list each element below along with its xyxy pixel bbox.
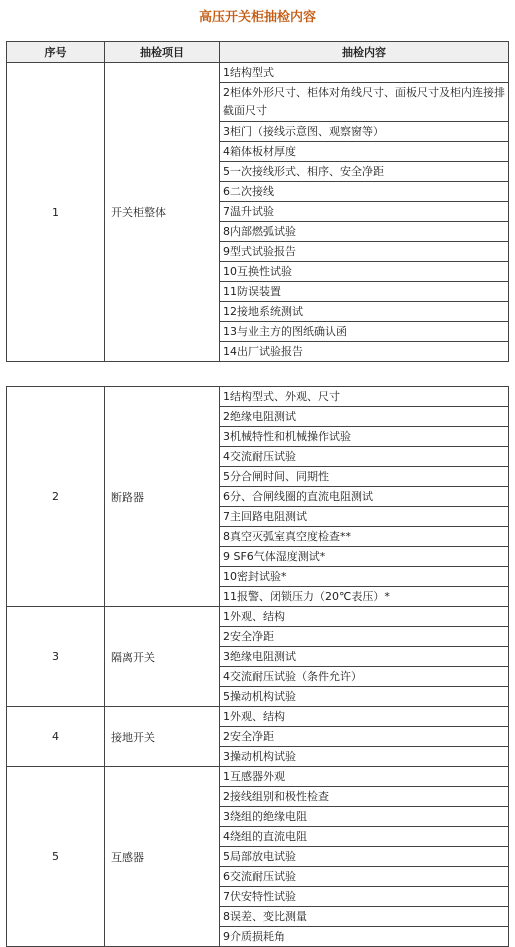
section-number: 4 [7, 707, 105, 767]
section-name: 断路器 [105, 387, 220, 607]
inspection-item: 12接地系统测试 [220, 302, 509, 322]
inspection-item: 5操动机构试验 [220, 687, 509, 707]
inspection-item: 4交流耐压试验（条件允许） [220, 667, 509, 687]
inspection-item: 1外观、结构 [220, 607, 509, 627]
inspection-item: 3绝缘电阻测试 [220, 647, 509, 667]
section-number: 2 [7, 387, 105, 607]
inspection-item: 3柜门（接线示意图、观察窗等） [220, 122, 509, 142]
inspection-item: 6交流耐压试验 [220, 867, 509, 887]
inspection-item: 9型式试验报告 [220, 242, 509, 262]
inspection-item: 2安全净距 [220, 727, 509, 747]
section-number: 3 [7, 607, 105, 707]
inspection-item: 6分、合闸线圈的直流电阻测试 [220, 487, 509, 507]
page-title: 高压开关柜抽检内容 [198, 10, 316, 25]
inspection-item: 3操动机构试验 [220, 747, 509, 767]
table-row [7, 607, 509, 627]
inspection-item: 8内部燃弧试验 [220, 222, 509, 242]
inspection-item: 11报警、闭锁压力（20℃表压）* [220, 587, 509, 607]
inspection-item: 9介质损耗角 [220, 927, 509, 947]
inspection-item: 2绝缘电阻测试 [220, 407, 509, 427]
inspection-item: 11防误装置 [220, 282, 509, 302]
header-content: 抽检内容 [220, 42, 509, 63]
section-number: 5 [7, 767, 105, 947]
header-item: 抽检项目 [105, 42, 220, 63]
section-name: 接地开关 [105, 707, 220, 767]
section-number: 1 [7, 63, 105, 362]
inspection-item: 14出厂试验报告 [220, 342, 509, 362]
table-row [7, 767, 509, 787]
inspection-item: 13与业主方的图纸确认函 [220, 322, 509, 342]
inspection-item: 1互感器外观 [220, 767, 509, 787]
inspection-item: 2柜体外形尺寸、柜体对角线尺寸、面板尺寸及柜内连接排截面尺寸 [220, 83, 509, 122]
inspection-item: 8误差、变比测量 [220, 907, 509, 927]
table-row [7, 63, 509, 83]
section-name: 开关柜整体 [105, 63, 220, 362]
table-row [7, 707, 509, 727]
inspection-item: 5局部放电试验 [220, 847, 509, 867]
inspection-item: 1结构型式、外观、尺寸 [220, 387, 509, 407]
inspection-item: 3绕组的绝缘电阻 [220, 807, 509, 827]
inspection-item: 6二次接线 [220, 182, 509, 202]
inspection-item: 4箱体板材厚度 [220, 142, 509, 162]
inspection-item: 5分合闸时间、同期性 [220, 467, 509, 487]
inspection-item: 7伏安特性试验 [220, 887, 509, 907]
inspection-item: 5一次接线形式、相序、安全净距 [220, 162, 509, 182]
inspection-item: 3机械特性和机械操作试验 [220, 427, 509, 447]
inspection-item: 7主回路电阻测试 [220, 507, 509, 527]
inspection-item: 2接线组别和极性检查 [220, 787, 509, 807]
inspection-item: 1结构型式 [220, 63, 509, 83]
inspection-item: 7温升试验 [220, 202, 509, 222]
inspection-table-part-2 [6, 386, 509, 947]
inspection-item: 4交流耐压试验 [220, 447, 509, 467]
section-name: 互感器 [105, 767, 220, 947]
inspection-item: 10互换性试验 [220, 262, 509, 282]
inspection-item: 9 SF6气体湿度测试* [220, 547, 509, 567]
header-no: 序号 [7, 42, 105, 63]
inspection-item: 2安全净距 [220, 627, 509, 647]
inspection-item: 4绕组的直流电阻 [220, 827, 509, 847]
inspection-table-part-1 [6, 41, 509, 362]
inspection-item: 10密封试验* [220, 567, 509, 587]
inspection-item: 1外观、结构 [220, 707, 509, 727]
inspection-item: 8真空灭弧室真空度检查** [220, 527, 509, 547]
table-row [7, 387, 509, 407]
section-name: 隔离开关 [105, 607, 220, 707]
header-row [7, 42, 509, 63]
